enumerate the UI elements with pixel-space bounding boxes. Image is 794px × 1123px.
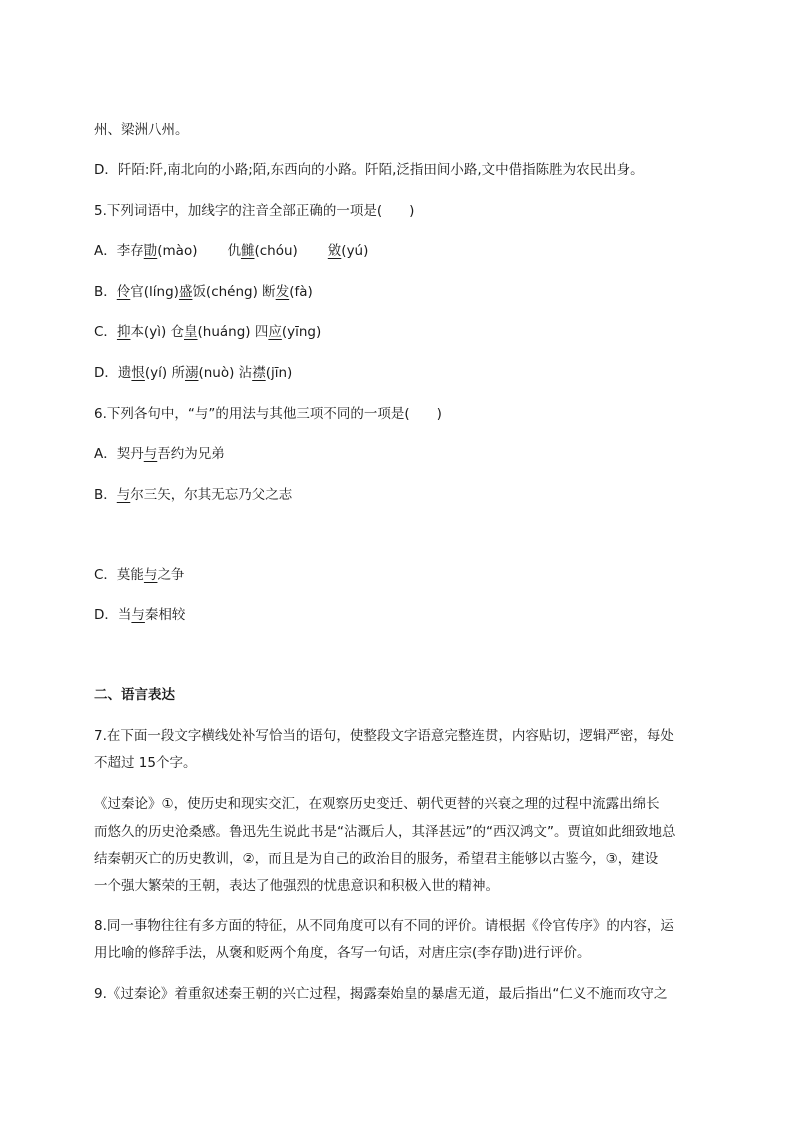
option-text: D．当 (94, 607, 132, 623)
underlined-char: 与 (116, 487, 131, 503)
underlined-char: 发 (275, 284, 290, 300)
underlined-char: 抑 (116, 324, 131, 340)
question-8-line-2: 用比喻的修辞手法，从褒和贬两个角度，各写一句话，对唐庄宗(李存勖)进行评价。 (94, 945, 591, 961)
option-text: (yīng) (281, 324, 322, 340)
passage-line-1: 《过秦论》①，使历史和现实交汇，在观察历史变迁、朝代更替的兴衰之理的过程中流露出绵长 (94, 796, 660, 812)
underlined-char: 雠 (240, 243, 255, 259)
option-text: 吾约为兄弟 (157, 446, 225, 462)
q5-option-a (94, 241, 368, 261)
option-text: 仇 (227, 243, 241, 259)
section-heading: 二、语言表达 (94, 687, 175, 703)
option-text: C． (94, 324, 117, 340)
question-9: 9.《过秦论》着重叙述秦王朝的兴亡过程，揭露秦始皇的暴虐无道，最后指出“仁义不施而攻守之 (94, 986, 668, 1002)
underlined-char: 伶 (116, 284, 131, 300)
option-d-q4: D．阡陌:阡,南北向的小路;陌,东西向的小路。阡陌,泛指田间小路,文中借指陈胜为农民出身。 (94, 162, 644, 178)
question-7-line-2: 不超过 15个字。 (94, 755, 197, 771)
option-text: 之争 (157, 567, 185, 583)
question-6: 6.下列各句中，“与”的用法与其他三项不同的一项是( ) (94, 406, 442, 422)
option-text: A．契丹 (94, 446, 144, 462)
passage-line-3: 结秦朝灭亡的历史教训，②，而且是为自己的政治目的服务，希望君主能够以古鉴今，③，建设 (94, 851, 659, 867)
option-text: (nuò) 沾 (198, 365, 253, 381)
underlined-char: 襟 (252, 365, 266, 381)
pinyin: (yú) (341, 243, 369, 259)
option-text: 本(yì) 仓 (130, 324, 185, 340)
underlined-char: 盛 (178, 284, 193, 300)
q5-option-b (94, 282, 313, 302)
underlined-char: 与 (143, 567, 158, 583)
option-text: 饭(chéng) 断 (192, 284, 276, 300)
question-7-line-1: 7.在下面一段文字横线处补写恰当的语句，使整段文字语意完整连贯，内容贴切，逻辑严密，每处 (94, 728, 674, 744)
option-text: B． (94, 284, 117, 300)
option-text: D．遗 (94, 365, 132, 381)
q5-option-c (94, 322, 321, 342)
underlined-char: 勖 (143, 243, 158, 259)
option-text: (jīn) (265, 365, 293, 381)
option-text: 秦相较 (144, 607, 186, 623)
option-text: 官(líng) (130, 284, 179, 300)
pinyin: (mào) (157, 243, 198, 259)
option-text: 尔三矢，尔其无忘乃父之志 (130, 487, 293, 503)
option-text: (yí) 所 (144, 365, 185, 381)
q6-option-a (94, 444, 225, 464)
underlined-char: 与 (131, 607, 145, 623)
text-line: 州、梁洲八州。 (94, 122, 189, 138)
option-text: C．莫能 (94, 567, 144, 583)
q6-option-b (94, 485, 292, 505)
option-text: (fà) (289, 284, 313, 300)
underlined-char: 恨 (131, 365, 145, 381)
passage-line-4: 一个强大繁荣的王朝，表达了他强烈的忧患意识和积极入世的精神。 (94, 878, 499, 894)
passage-line-2: 而悠久的历史沧桑感。鲁迅先生说此书是“沾溉后人，其泽甚远”的“西汉鸿文”。贾谊如此细致地总 (94, 824, 676, 840)
option-text: (huáng) 四 (197, 324, 269, 340)
option-text: A．李存 (94, 243, 144, 259)
q6-option-d (94, 605, 185, 625)
q6-option-c (94, 565, 184, 585)
option-text: B． (94, 487, 117, 503)
underlined-char: 与 (143, 446, 158, 462)
question-5: 5.下列词语中，加线字的注音全部正确的一项是( ) (94, 203, 415, 219)
pinyin: (chóu) (254, 243, 298, 259)
q5-option-d (94, 363, 292, 383)
underlined-char: 皇 (184, 324, 198, 340)
question-8-line-1: 8.同一事物往往有多方面的特征，从不同角度可以有不同的评价。请根据《伶官传序》的内容，运 (94, 918, 674, 934)
underlined-char: 敓 (327, 243, 342, 259)
underlined-char: 应 (268, 324, 282, 340)
underlined-char: 溺 (184, 365, 199, 381)
